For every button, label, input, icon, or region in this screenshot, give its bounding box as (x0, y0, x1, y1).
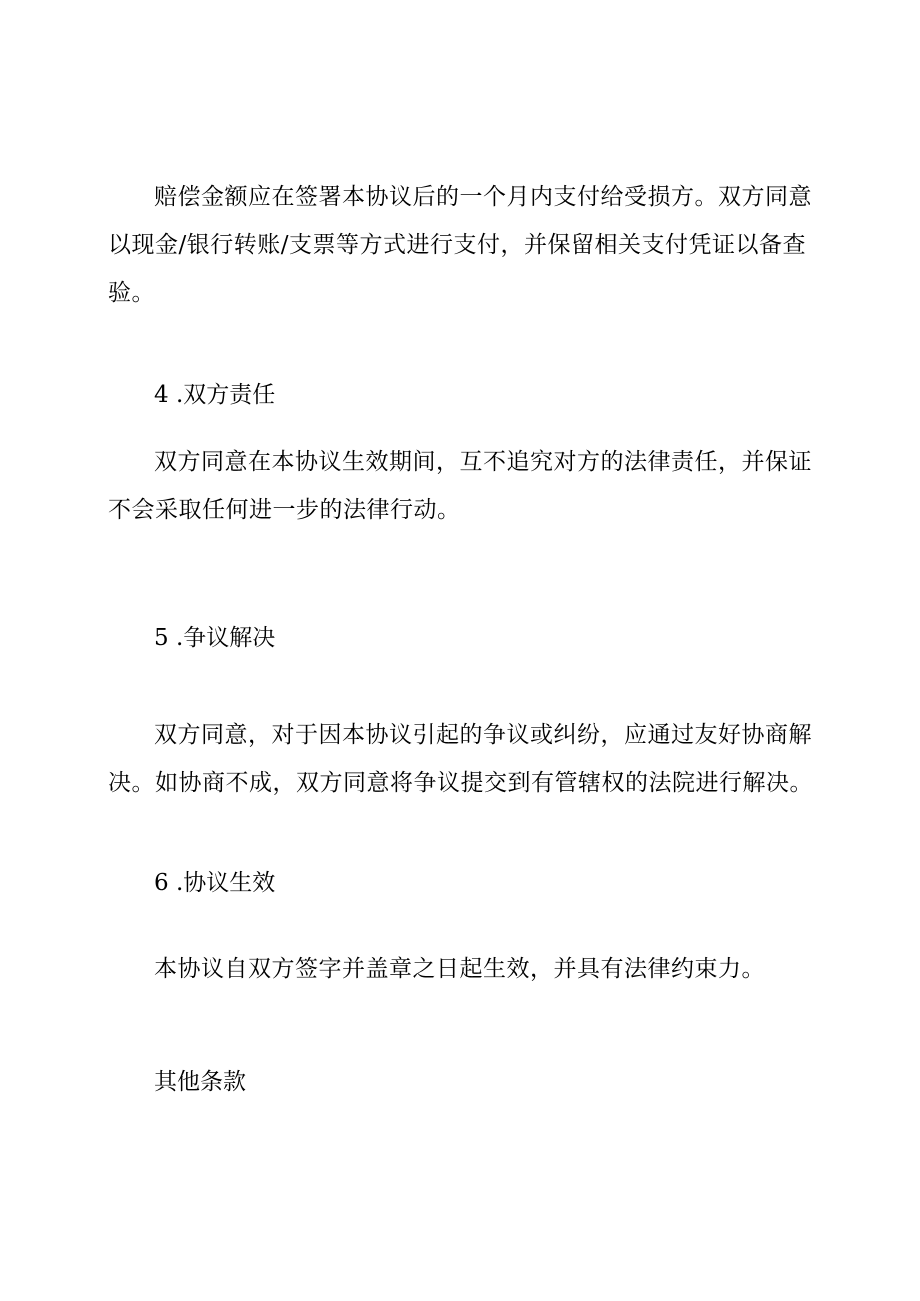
paragraph-compensation-payment (108, 173, 812, 317)
paragraph-line: 决。如协商不成，双方同意将争议提交到有管辖权的法院进行解决。 (108, 770, 813, 796)
section-title: .双方责任 (176, 382, 276, 408)
paragraph-agreement-effective (108, 945, 812, 993)
section-heading-4 (154, 380, 275, 410)
section-number: 5 (154, 625, 169, 651)
section-title: .协议生效 (176, 870, 276, 896)
section-heading-other-terms (154, 1067, 246, 1097)
paragraph-line: 不会采取任何进一步的法律行动。 (108, 497, 461, 523)
paragraph-line: 验。 (108, 280, 155, 306)
section-heading-5 (154, 623, 275, 653)
paragraph-line: 以现金/银行转账/支票等方式进行支付，并保留相关支付凭证以备查 (108, 232, 806, 258)
section-title: .争议解决 (176, 625, 276, 651)
paragraph-line: 本协议自双方签字并盖章之日起生效，并具有法律约束力。 (154, 956, 765, 982)
section-number: 6 (154, 870, 169, 896)
paragraph-line: 双方同意在本协议生效期间，互不追究对方的法律责任，并保证 (154, 449, 812, 475)
paragraph-mutual-liability (108, 438, 812, 534)
paragraph-line: 双方同意，对于因本协议引起的争议或纠纷，应通过友好协商解 (154, 722, 812, 748)
section-title: 其他条款 (154, 1069, 246, 1095)
paragraph-dispute-resolution (108, 711, 812, 807)
section-heading-6 (154, 868, 275, 898)
paragraph-line: 赔偿金额应在签署本协议后的一个月内支付给受损方。双方同意 (154, 184, 812, 210)
section-number: 4 (154, 382, 169, 408)
